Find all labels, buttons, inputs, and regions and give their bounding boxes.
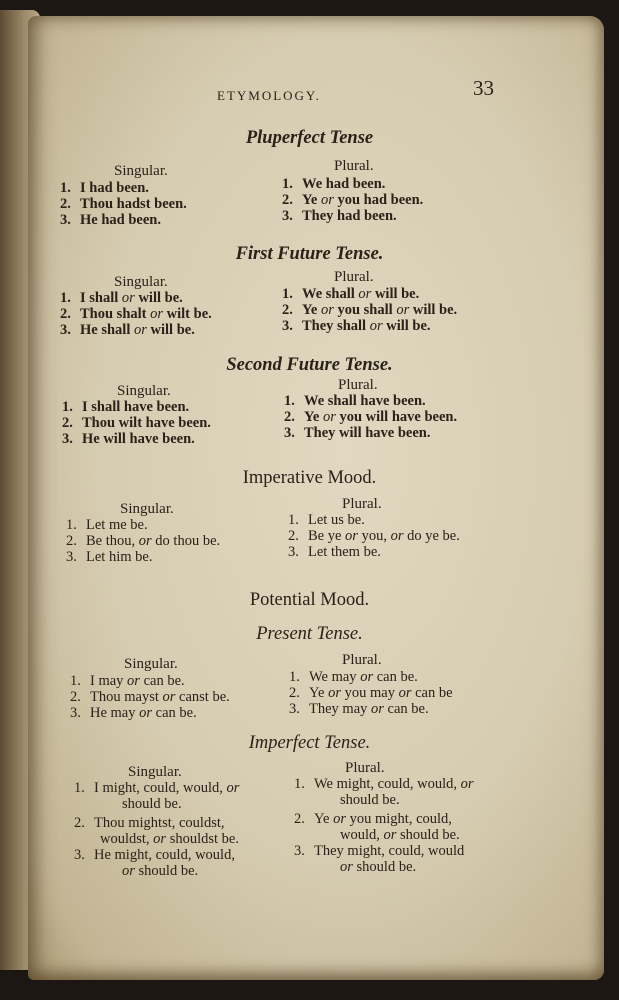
pluperfect-singular-label: Singular. (114, 163, 168, 179)
imperfect-singular-2-cont: wouldst, or shouldst be. (100, 831, 239, 847)
imperfect-plural-3: 3. They might, could, would (294, 843, 465, 859)
second-future-singular-label: Singular. (117, 383, 171, 399)
potential-mood-title: Potential Mood. (249, 590, 370, 610)
imperfect-plural-1: 1. We might, could, would, or (294, 776, 474, 792)
pluperfect-title: Pluperfect Tense (245, 128, 374, 148)
present-singular-label: Singular. (124, 656, 178, 672)
second-future-title: Second Future Tense. (226, 355, 393, 375)
present-tense-title: Present Tense. (256, 624, 363, 644)
pluperfect-singular-2: 2. Thou hadst been. (60, 196, 187, 212)
imperative-plural-label: Plural. (342, 496, 382, 512)
first-future-singular-1: 1. I shall or will be. (60, 290, 183, 306)
second-future-plural-label: Plural. (338, 377, 378, 393)
imperfect-singular-1-cont: should be. (122, 796, 182, 812)
pluperfect-plural-1: 1. We had been. (282, 176, 386, 192)
imperfect-plural-2-cont: would, or should be. (340, 827, 460, 843)
second-future-singular-1: 1. I shall have been. (62, 399, 190, 415)
pluperfect-singular-3: 3. He had been. (60, 212, 161, 228)
first-future-singular-3: 3. He shall or will be. (60, 322, 195, 338)
imperfect-singular-label: Singular. (128, 764, 182, 780)
imperfect-plural-1-cont: should be. (340, 792, 400, 808)
imperfect-plural-2: 2. Ye or you might, could, (294, 811, 452, 827)
pluperfect-plural-label: Plural. (334, 158, 374, 174)
present-singular-1: 1. I may or can be. (70, 673, 185, 689)
pluperfect-plural-2: 2. Ye or you had been. (282, 192, 424, 208)
first-future-singular-2: 2. Thou shalt or wilt be. (60, 306, 212, 322)
page-header (190, 70, 494, 103)
pluperfect-singular-1: 1. I had been. (60, 180, 149, 196)
imperative-singular-label: Singular. (120, 501, 174, 517)
first-future-plural-2: 2. Ye or you shall or will be. (282, 302, 458, 318)
first-future-plural-3: 3. They shall or will be. (282, 318, 431, 334)
second-future-singular-3: 3. He will have been. (62, 431, 195, 447)
first-future-plural-1: 1. We shall or will be. (282, 286, 420, 302)
imperative-plural-3: 3. Let them be. (288, 544, 381, 560)
imperative-plural-1: 1. Let us be. (288, 512, 365, 528)
first-future-plural-label: Plural. (334, 269, 374, 285)
present-plural-2: 2. Ye or you may or can be (289, 685, 453, 701)
first-future-singular-label: Singular. (114, 274, 168, 290)
imperative-singular-1: 1. Let me be. (66, 517, 148, 533)
imperative-plural-2: 2. Be ye or you, or do ye be. (288, 528, 460, 544)
imperative-singular-3: 3. Let him be. (66, 549, 153, 565)
present-plural-1: 1. We may or can be. (289, 669, 418, 685)
second-future-plural-3: 3. They will have been. (284, 425, 431, 441)
present-plural-3: 3. They may or can be. (289, 701, 429, 717)
imperfect-singular-3-cont: or should be. (122, 863, 199, 879)
present-singular-2: 2. Thou mayst or canst be. (70, 689, 230, 705)
imperfect-singular-2: 2. Thou mightst, couldst, (74, 815, 225, 831)
imperative-mood-title: Imperative Mood. (242, 468, 377, 488)
pluperfect-plural-3: 3. They had been. (282, 208, 397, 224)
first-future-title: First Future Tense. (235, 244, 384, 264)
running-head: ETYMOLOGY. (217, 88, 321, 103)
second-future-plural-1: 1. We shall have been. (284, 393, 426, 409)
second-future-singular-2: 2. Thou wilt have been. (62, 415, 211, 431)
imperfect-plural-label: Plural. (345, 760, 385, 776)
second-future-plural-2: 2. Ye or you will have been. (284, 409, 458, 425)
present-plural-label: Plural. (342, 652, 382, 668)
imperfect-singular-3: 3. He might, could, would, (74, 847, 235, 863)
imperfect-tense-title: Imperfect Tense. (248, 733, 371, 753)
imperfect-plural-3-cont: or should be. (340, 859, 417, 875)
imperative-singular-2: 2. Be thou, or do thou be. (66, 533, 221, 549)
present-singular-3: 3. He may or can be. (70, 705, 197, 721)
page-number: 33 (473, 76, 494, 100)
imperfect-singular-1: 1. I might, could, would, or (74, 780, 240, 796)
